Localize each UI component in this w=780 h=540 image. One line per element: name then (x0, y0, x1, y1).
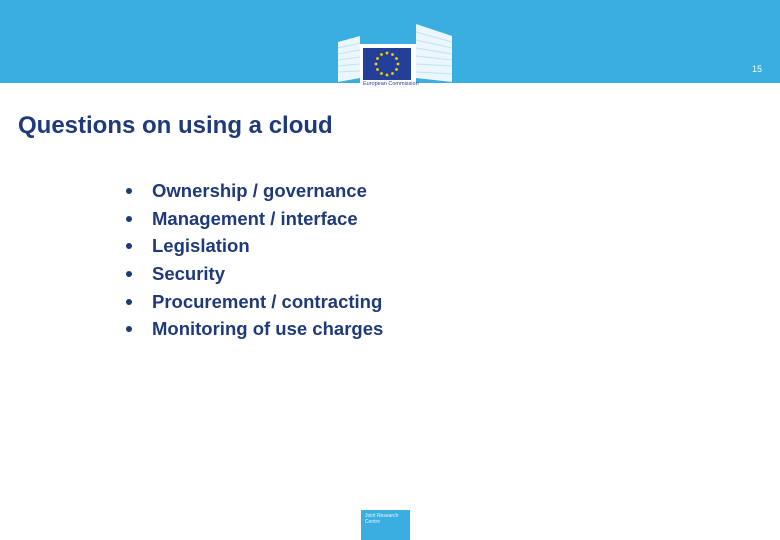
jrc-logo-icon (361, 510, 410, 540)
list-item-label: Security (152, 263, 226, 285)
list-item (126, 232, 383, 260)
logo-text: European Commission (363, 81, 419, 87)
list-item-label: Legislation (152, 235, 250, 257)
list-item (126, 315, 383, 343)
list-item (126, 260, 383, 288)
list-item-label: Ownership / governance (152, 180, 367, 201)
jrc-logo-text: Joint Research Centre (365, 513, 399, 525)
bullet-icon (126, 326, 132, 332)
list-item-label: Monitoring of use charges (152, 318, 384, 340)
bullet-icon (126, 243, 132, 249)
list-item (126, 288, 383, 316)
bullet-icon (126, 188, 132, 194)
slide-title: Questions on using a cloud (18, 112, 333, 139)
bullet-list (126, 177, 383, 343)
bullet-icon (126, 216, 132, 222)
page-number: 15 (751, 64, 762, 74)
list-item (126, 205, 383, 233)
list-item (126, 177, 383, 205)
bullet-icon (126, 271, 132, 277)
list-item-label: Procurement / contracting (152, 290, 383, 312)
european-commission-logo-icon (334, 22, 456, 104)
list-item-label: Management / interface (152, 207, 358, 229)
bullet-icon (126, 299, 132, 305)
